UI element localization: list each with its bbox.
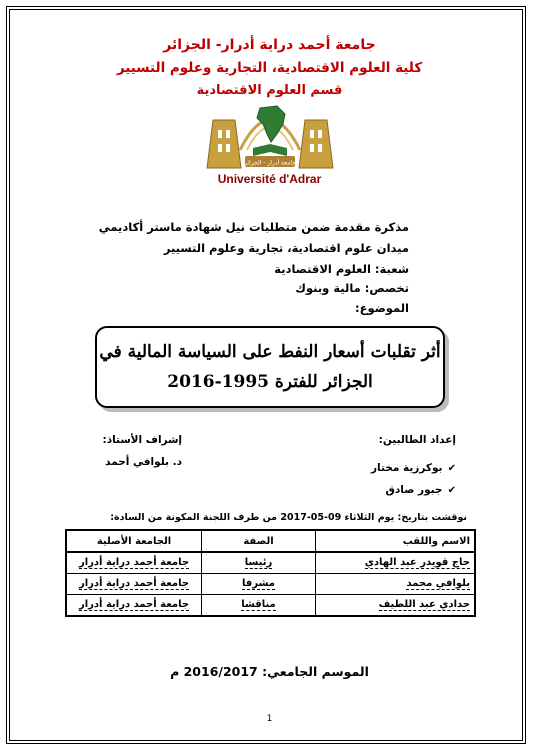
jury-member-name: حاج قويدر عبد الهادي: [364, 557, 470, 568]
jury-member-university: جامعة أحمد دراية أدرار: [78, 557, 190, 568]
jury-header-university: الجامعة الأصلية: [66, 530, 202, 552]
jury-member-role: رئيسا: [244, 557, 273, 568]
student-item: ✔ جبور صادق: [385, 484, 456, 496]
jury-header-row: [66, 530, 475, 552]
faculty-name: كلية العلوم الاقتصادية، التجارية وعلوم التسيير: [116, 60, 423, 76]
table-row: [66, 552, 475, 574]
thesis-purpose: مذكرة مقدمة ضمن متطلبات نيل شهادة ماستر أكاديمي: [98, 220, 409, 234]
check-icon: ✔: [447, 485, 456, 496]
jury-member-role: مناقشا: [241, 599, 276, 610]
page-number: 1: [266, 714, 273, 724]
defense-note: نوقشت بتاريخ: يوم الثلاثاء 09-05-2017 من طرف اللجنة المكونة من السادة:: [110, 512, 467, 523]
jury-header-name: الاسم واللقب: [316, 530, 476, 552]
university-logo: [205, 90, 335, 170]
jury-member-role: مشرفا: [242, 578, 275, 589]
jury-member-name: بلوافي محمد: [406, 578, 470, 589]
supervisor-label: إشراف الأستاذ:: [102, 434, 182, 446]
jury-member-university: جامعة أحمد دراية أدرار: [78, 599, 190, 610]
thesis-title-line-2: الجزائر للفترة 1995-2016: [167, 372, 373, 392]
thesis-field: ميدان علوم اقتصادية، تجارية وعلوم التسيير: [163, 241, 409, 255]
supervisor-name: د. بلوافي أحمد: [105, 456, 182, 468]
thesis-title-line-1: أثر تقلبات أسعار النفط على السياسة المالية في: [99, 342, 441, 362]
check-icon: ✔: [447, 463, 456, 474]
jury-member-university: جامعة أحمد دراية أدرار: [78, 578, 190, 589]
thesis-branch: شعبة: العلوم الاقتصادية: [274, 262, 409, 276]
logo-banner-text: جامعة أدرار - الجزائر: [244, 159, 296, 167]
university-latin-name: Université d'Adrar: [217, 172, 322, 186]
subject-label: الموضوع:: [355, 301, 409, 315]
academic-year: الموسم الجامعي: 2016/2017 م: [170, 664, 369, 679]
jury-table: [65, 529, 476, 617]
table-row: [66, 595, 475, 617]
university-name: جامعة أحمد دراية أدرار- الجزائر: [163, 37, 376, 53]
department-name: قسم العلوم الاقتصادية: [196, 83, 343, 98]
jury-header-role: الصفة: [202, 530, 316, 552]
thesis-title-box: [95, 326, 445, 408]
thesis-specialty: تخصص: مالية وبنوك: [295, 281, 409, 295]
jury-member-name: حدادي عبد اللطيف: [378, 599, 470, 610]
student-item: ✔ بوكرزية مختار: [370, 462, 456, 474]
students-label: إعداد الطالبين:: [378, 434, 456, 446]
table-row: [66, 574, 475, 595]
